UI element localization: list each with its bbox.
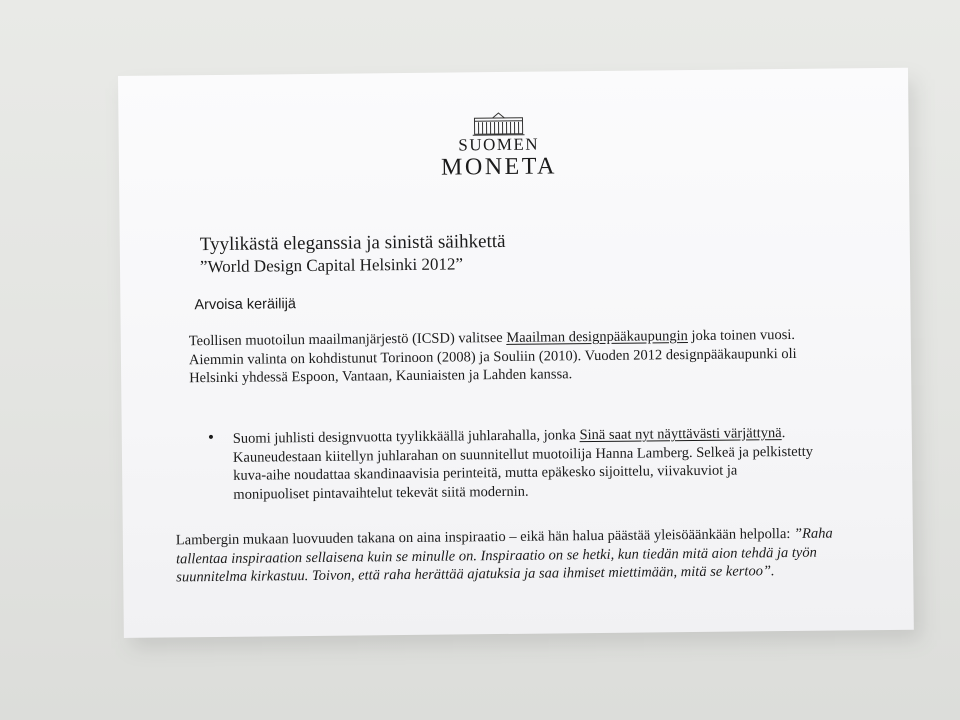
logo-line-1: SUOMEN: [458, 134, 540, 155]
bullet-icon: •: [206, 430, 216, 447]
closing-text: Lambergin mukaan luovuuden takana on aina inspiraatio – eikä hän halua päästää yleisöäänkään helpolla:: [175, 525, 795, 549]
letter-title: Tyylikästä eleganssia ja sinistä säihkettä: [199, 230, 506, 256]
coloured-coin-link[interactable]: Sinä saat nyt näyttävästi värjättynä: [579, 425, 782, 444]
intro-text-end: joka toinen vuosi. Aiemmin valinta on kohdistunut Torinoon (2008) ja Souliin (2010). Vuoden 2012 designpääkaupunki oli Helsinki yhdessä Espoon, Vantaan, Kauniaisten ja Lahden kanssa.: [188, 326, 797, 387]
suomen-moneta-logo: [423, 111, 574, 181]
bullet-item: [206, 424, 814, 503]
bullet-text-end: . Kauneudestaan kiitellyn juhlarahan on suunnitellut muotoilija Hanna Lamberg. Selkeä ja pelkistetty kuva-aihe noudattaa skandinaavisia perinteitä, mutta epäkesko sijoittelu, viivakuviot ja monipuoliset pintavaihtelut tekevät siitä modernin.: [232, 425, 814, 503]
designer-quote: ”Raha tallentaa inspiraation sellaisena kuin se minulle on. Inspiraatio on se hetki, kun tiedän mitä aion tehdä ja työn suunnitelma kirkastuu. Toivon, että raha herättää ajatuksia ja saa ihmiset miettimään, mitä se kertoo”.: [175, 525, 833, 586]
greeting: Arvoisa keräilijä: [194, 296, 297, 314]
bullet-text-start: Suomi juhlisti designvuotta tyylikkäällä juhlarahalla, jonka: [232, 427, 580, 447]
intro-paragraph: [189, 326, 810, 388]
letter-subtitle: ”World Design Capital Helsinki 2012”: [199, 254, 464, 277]
intro-text-start: Teollisen muotoilun maailmanjärjestö (ICSD) valitsee: [188, 329, 507, 350]
bullet-paragraph: [233, 424, 814, 504]
building-facade-icon: [472, 112, 524, 137]
design-capital-link[interactable]: Maailman designpääkaupungin: [506, 328, 688, 346]
letter-paper: [118, 68, 914, 638]
logo-line-2: MONETA: [440, 153, 557, 181]
closing-paragraph: [176, 524, 857, 587]
